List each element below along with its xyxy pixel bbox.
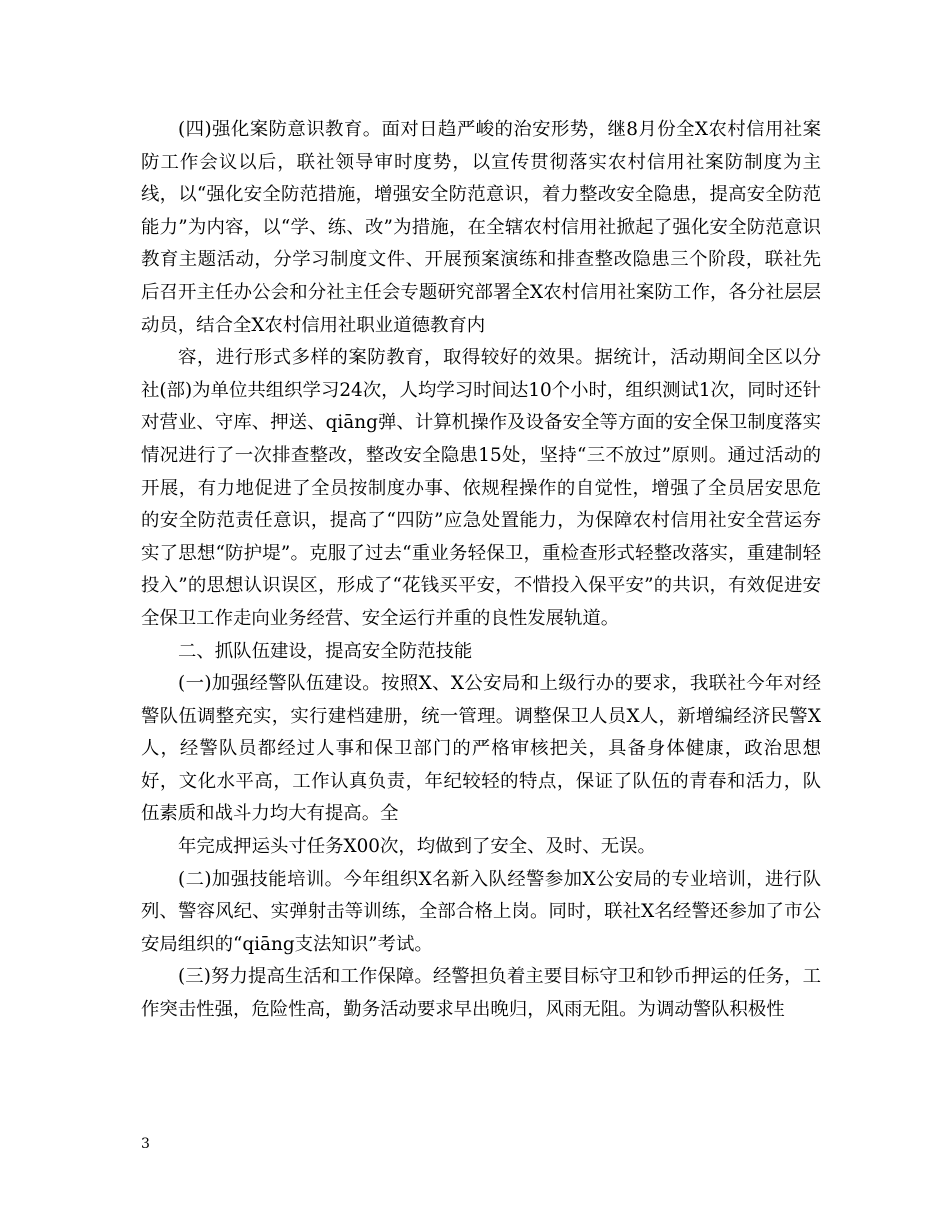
paragraph-work-support: (三)努力提高生活和工作保障。经警担负着主要目标守卫和钞币押运的任务，工作突击性强，危险性高，勤务活动要求早出晚归，风雨无阻。为调动警队积极性: [141, 966, 821, 1021]
paragraph-case-prevention-results: 容，进行形式多样的案防教育，取得较好的效果。据统计，活动期间全区以分社(部)为单位共组织学习24次，人均学习时间达10个小时，组织测试1次，同时还针对营业、守库、押送、qiāng弹、计算机操作及设备安全等方面的安全保卫制度落实情况进行了一次排查整改，整改安全隐患15处，坚持“三不放过”原则。通过活动的开展，有力地促进了全员按制度办事、依规程操作的自觉性，增强了全员居安思危的安全防范责任意识，提高了“四防”应急处置能力，为保障农村信用社安全营运夯实了思想“防护堤”。克服了过去“重业务轻保卫，重检查形式轻整改落实，重建制轻投入”的思想认识误区，形成了“花钱买平安，不惜投入保平安”的共识，有效促进安全保卫工作走向业务经营、安全运行并重的良性发展轨道。: [141, 347, 821, 629]
paragraph-police-team-building: (一)加强经警队伍建设。按照X、X公安局和上级行办的要求，我联社今年对经警队伍调整充实，实行建档建册，统一管理。调整保卫人员X人，新增编经济民警X人，经警队员都经过人事和保卫部门的严格审核把关，具备身体健康，政治思想好，文化水平高，工作认真负责，年纪较轻的特点，保证了队伍的青春和活力，队伍素质和战斗力均大有提高。全: [141, 673, 821, 825]
paragraph-escort-tasks: 年完成押运头寸任务X00次，均做到了安全、及时、无误。: [178, 836, 656, 858]
paragraph-case-prevention-education: (四)强化案防意识教育。面对日趋严峻的治安形势，继8月份全X农村信用社案防工作会议以后，联社领导审时度势，以宣传贯彻落实农村信用社案防制度为主线，以“强化安全防范措施，增强安全防范意识，着力整改安全隐患，提高安全防范能力”为内容，以“学、练、改”为措施，在全辖农村信用社掀起了强化安全防范意识教育主题活动，分学习制度文件、开展预案演练和排查整改隐患三个阶段，联社先后召开主任办公会和分社主任会专题研究部署全X农村信用社案防工作，各分社层层动员，结合全X农村信用社职业道德教育内: [141, 119, 821, 336]
section-heading-team-building: 二、抓队伍建设，提高安全防范技能: [178, 640, 473, 662]
document-body: [141, 114, 821, 1027]
page-number: 3: [141, 1136, 150, 1152]
paragraph-skill-training: (二)加强技能培训。今年组织X名新入队经警参加X公安局的专业培训，进行队列、警容风纪、实弹射击等训练，全部合格上岗。同时，联社X名经警还参加了市公安局组织的“qiāng支法知识”考试。: [141, 868, 821, 955]
